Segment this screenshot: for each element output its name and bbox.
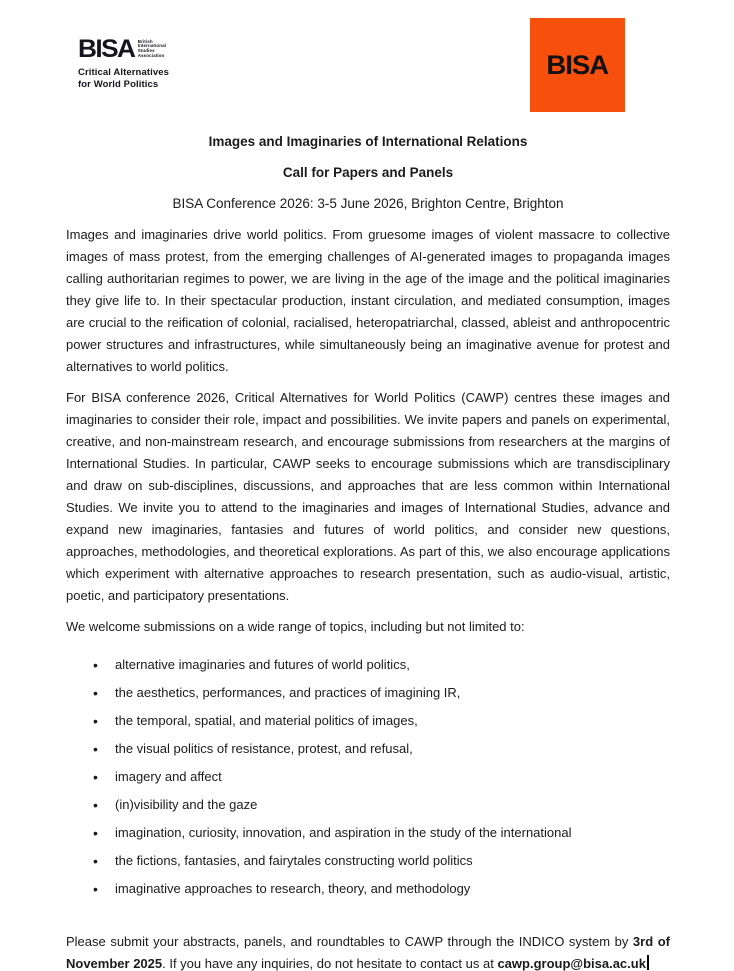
text-caret xyxy=(647,955,649,970)
closing-paragraph xyxy=(66,931,670,971)
paragraph-cawp: For BISA conference 2026, Critical Alternatives for World Politics (CAWP) centres these images and imaginaries to consider their role, impact and possibilities. We invite papers and panels on experimental, creative, and non-mainstream research, and encourage submissions from researchers at the margins of International Studies. In particular, CAWP seeks to encourage submissions which are transdisciplinary and draw on sub-disciplines, discussions, and approaches that are less common within International Studies. We invite you to attend to the imaginaries and images of International Studies, advance and expand new imaginaries, fantasies and futures of world politics, and consider new questions, approaches, methodologies, and theoretical explorations. As part of this, we also encourage applications which experiment with alternative approaches to research presentation, such as audio-visual, artistic, poetic, and participatory presentations. xyxy=(66,390,670,603)
document-body xyxy=(66,131,670,971)
closing-text: . If you have any inquiries, do not hesitate to contact us at xyxy=(162,956,498,971)
list-item: • imagery and affect xyxy=(115,766,670,788)
list-item: • alternative imaginaries and futures of world politics, xyxy=(115,654,670,676)
list-item: • imagination, curiosity, innovation, and aspiration in the study of the international xyxy=(115,822,670,844)
list-item: • imaginative approaches to research, theory, and methodology xyxy=(115,878,670,900)
list-item: • the fictions, fantasies, and fairytales constructing world politics xyxy=(115,850,670,872)
cawp-tagline: Critical Alternatives for World Politics xyxy=(78,67,169,90)
doc-subtitle: Call for Papers and Panels xyxy=(282,165,454,180)
conference-info: BISA Conference 2026: 3-5 June 2026, Brighton Centre, Brighton xyxy=(172,196,564,211)
deadline-text: 3rd of November 2025 xyxy=(66,934,670,971)
bisa-orange-wordmark: BISA xyxy=(546,49,609,80)
list-item: • the aesthetics, performances, and practices of imagining IR, xyxy=(115,682,670,704)
bisa-orange-logo xyxy=(530,18,625,112)
list-item: • the visual politics of resistance, protest, and refusal, xyxy=(115,738,670,760)
list-item: • the temporal, spatial, and material politics of images, xyxy=(115,710,670,732)
bisa-cawp-logo xyxy=(78,35,169,90)
bisa-wordmark: BISA xyxy=(78,35,135,63)
contact-email-link[interactable]: cawp.group@bisa.ac.uk xyxy=(497,956,646,971)
doc-title: Images and Imaginaries of International Relations xyxy=(208,134,528,149)
list-item: • (in)visibility and the gaze xyxy=(115,794,670,816)
closing-text: Please submit your abstracts, panels, and roundtables to CAWP through the INDICO system by xyxy=(66,934,633,949)
bisa-association-text: British International Studies Association xyxy=(137,38,167,58)
paragraph-intro: Images and imaginaries drive world politics. From gruesome images of violent massacre to collective images of mass protest, from the emerging challenges of AI-generated images to propaganda images calling authoritarian regimes to power, we are living in the age of the image and the political imaginaries they give life to. In their spectacular production, instant circulation, and mediated consumption, images are crucial to the reification of colonial, racialised, heteropatriarchal, classed, ableist and anthropocentric power structures and infrastructures, while simultaneously being an imaginative avenue for protest and alternatives to world politics. xyxy=(66,227,670,374)
topics-intro: We welcome submissions on a wide range of topics, including but not limited to: xyxy=(66,619,525,634)
topics-list xyxy=(66,654,670,900)
